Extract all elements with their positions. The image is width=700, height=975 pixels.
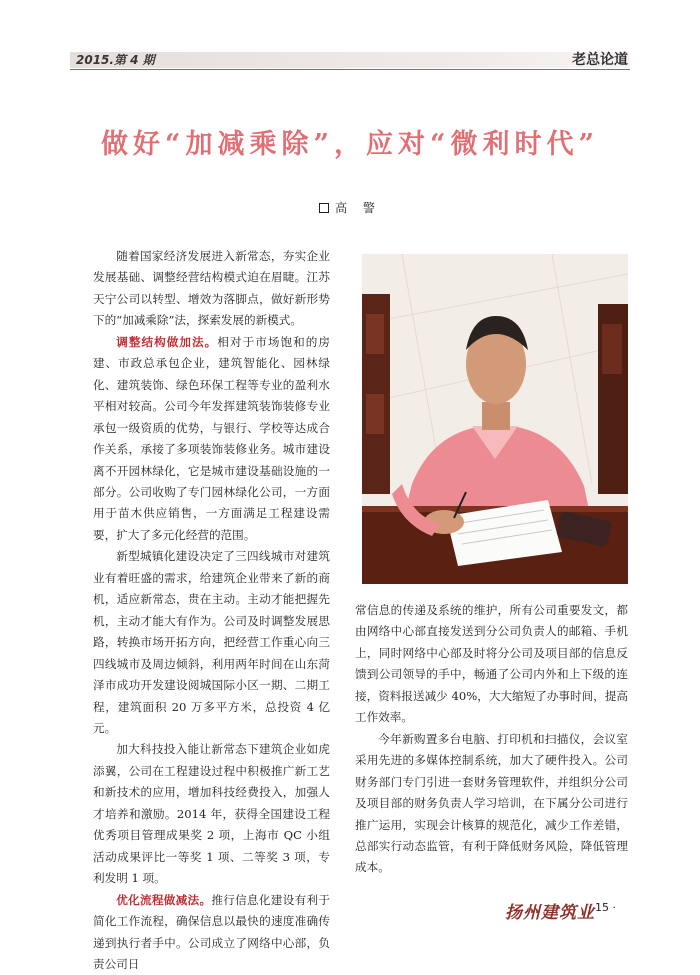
paragraph-subtraction-body: 推行信息化建设有利于简化工作流程，确保信息以最快的速度准确传递到执行者手中。公司成立了网络中心部，负责公司日 (93, 892, 330, 971)
author-photo (362, 254, 628, 584)
section-label: 老总论道 (572, 52, 628, 68)
header-rule (70, 69, 630, 70)
portrait-illustration (362, 254, 628, 584)
running-header (70, 48, 630, 70)
right-column (355, 600, 628, 879)
byline-box-icon (319, 203, 329, 213)
paragraph-hardware: 今年新购置多台电脑、打印机和扫描仪，会议室采用先进的多媒体控制系统，加大了硬件投入。公司财务部门专门引进一套财务管理软件，并组织分公司及项目部的财务负责人学习培训，在下属分公司进行推广运用，实现会计核算的规范化，减少工作差错，总部实行动态监管，有利于降低财务风险，降低管理成本。 (355, 731, 628, 875)
page-number: · 15 · (588, 901, 616, 914)
left-column (93, 246, 330, 975)
paragraph-subtraction (93, 890, 330, 975)
lead-in-addition: 调整结构做加法。 (116, 334, 218, 349)
lead-in-subtraction: 优化流程做减法。 (116, 892, 212, 907)
author-name: 高 警 (335, 201, 381, 215)
paragraph-info-continued: 常信息的传递及系统的维护，所有公司重要发文，都由网络中心部直接发送到分公司负责人的邮箱、手机上，同时网络中心部及时将分公司及项目部的信息反馈到公司领导的手中，畅通了公司内外和上下级的连接，资料报送减少 40%，大大缩短了办事时间，提高工作效率。 (355, 603, 628, 725)
byline (0, 199, 700, 216)
issue-label: 2015.第 4 期 (76, 53, 155, 67)
paragraph-addition (93, 332, 330, 547)
paragraph-intro: 随着国家经济发展进入新常态，夯实企业发展基础、调整经营结构模式迫在眉睫。江苏天宁公司以转型、增效为落脚点，做好新形势下的“加减乘除”法，探索发展的新模式。 (93, 249, 330, 328)
paragraph-addition-body: 相对于市场饱和的房建、市政总承包企业，建筑智能化、园林绿化、建筑装饰、绿色环保工程等专业的盈利水平相对较高。公司今年发挥建筑装饰装修专业承包一级资质的优势，与银行、学校等达成合作关系，承接了多项装饰装修业务。城市建设离不开园林绿化，它是城市建设基础设施的一部分。公司收购了专门园林绿化公司，一方面用于苗木供应销售，一方面满足工程建设需要，扩大了多元化经营的范围。 (93, 334, 330, 542)
paragraph-technology: 加大科技投入能让新常态下建筑企业如虎添翼，公司在工程建设过程中积极推广新工艺和新技术的应用，增加科技经费投入，加强人才培养和激励。2014 年，获得全国建设工程优秀项目管理成果奖 2 项，上海市 QC 小组活动成果评比一等奖 1 项、二等奖 3 项，专利发明 1 项。 (93, 742, 330, 886)
article-title: 做好“加减乘除”，应对“微利时代” (100, 129, 600, 160)
magazine-logo: 扬州建筑业 (505, 903, 595, 923)
paragraph-urbanization: 新型城镇化建设决定了三四线城市对建筑业有着旺盛的需求，给建筑企业带来了新的商机，适应新常态，贵在主动。主动才能把握先机，主动才能大有作为。公司及时调整发展思路，转换市场开拓方向，把经营工作重心向三四线城市及周边倾斜，利用两年时间在山东菏泽市成功开发建设阅城国际小区一期、二期工程，建筑面积 20 万多平方米，总投资 4 亿元。 (93, 549, 330, 735)
